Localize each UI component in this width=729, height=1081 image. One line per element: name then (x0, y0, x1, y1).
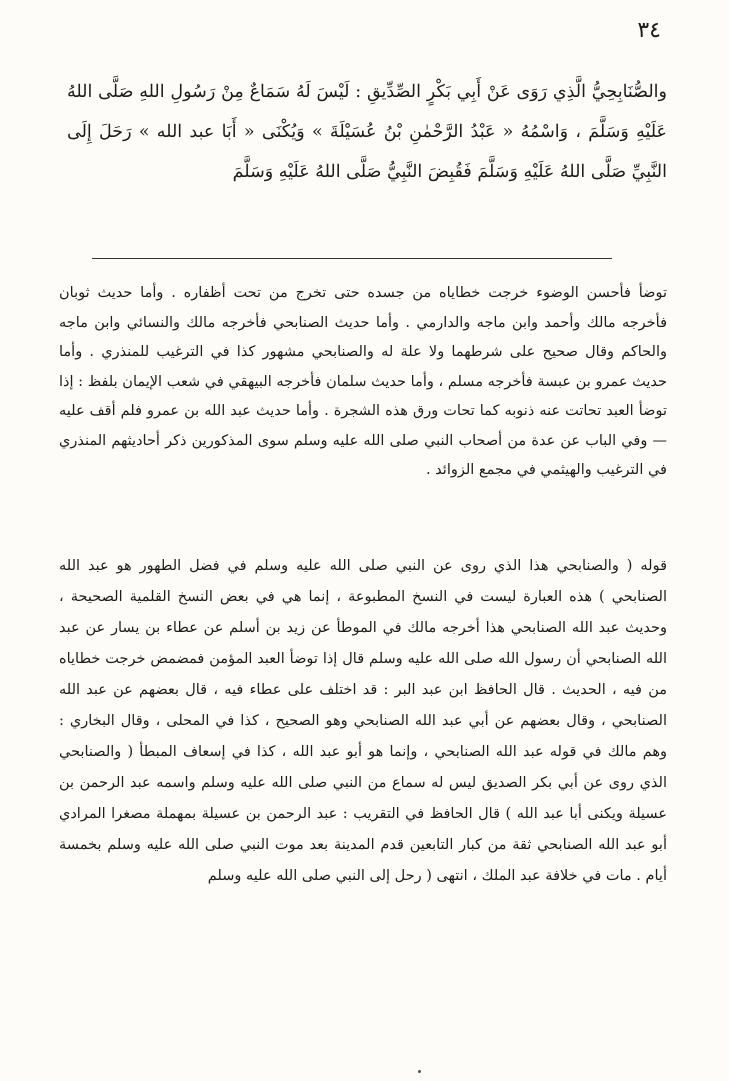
main-text-paragraph: والصُّنَابِحِيُّ الَّذِي رَوَى عَنْ أَبِي بَكْرٍ الصِّدِّيقِ : لَيْسَ لَهُ سَمَاعٌ مِنْ رَسُولِ اللهِ صَلَّى اللهُ عَلَيْهِ وَسَلَّمَ ، وَاسْمُهُ « عَبْدُ الرَّحْمٰنِ بْنُ عُسَيْلَةَ » وَيُكْنَى « أَبَا عبد الله » رَحَلَ إِلَى النَّبِيِّ صَلَّى اللهُ عَلَيْهِ وَسَلَّمَ فَقُبِضَ النَّبِيُّ صَلَّى اللهُ عَلَيْهِ وَسَلَّمَ (67, 82, 667, 182)
footnote-divider (92, 258, 612, 259)
commentary-paragraph-2: قوله ( والصنابحي هذا الذي روى عن النبي صلى الله عليه وسلم في فضل الطهور هو عبد الله الصنابحي ) هذه العبارة ليست في النسخ المطبوعة ، إنما هي في بعض النسخ القلمية الصحيحة ، وحديث عبد الله الصنابحي هذا أخرجه مالك في الموطأ عن زيد بن أسلم عن عطاء بن يسار عن عبد الله الصنابحي أن رسول الله صلى الله عليه وسلم قال إذا توضأ العبد المؤمن فمضمض خرجت خطاياه من فيه ، الحديث . قال الحافظ ابن عبد البر : قد اختلف على عطاء فيه ، قال بعضهم عن عبد الله الصنابحي ، وقال بعضهم عن أبي عبد الله الصنابحي وهو الصحيح ، كذا في المحلى ، وقال البخاري : وهم مالك في قوله عبد الله الصنابحي ، وإنما هو أبو عبد الله ، كذا في إسعاف المبطأ ( والصنابحي الذي روى عن أبي بكر الصديق ليس له سماع من النبي صلى الله عليه وسلم واسمه عبد الرحمن بن عسيلة ويكنى أبا عبد الله ) قال الحافظ في التقريب : عبد الرحمن بن عسيلة بمهملة مصغرا المرادي أبو عبد الله الصنابحي ثقة من كبار التابعين قدم المدينة بعد موت النبي صلى الله عليه وسلم بخمسة أيام . مات في خلافة عبد الملك ، انتهى ( رحل إلى النبي صلى الله عليه وسلم (59, 558, 667, 884)
commentary-paragraph-1: توضأ فأحسن الوضوء خرجت خطاياه من جسده حتى تخرج من تحت أظفاره . وأما حديث ثوبان فأخرجه مالك وأحمد وابن ماجه والدارمي . وأما حديث الصنابحي فأخرجه مالك والنسائي وابن ماجه والحاكم وقال صحيح على شرطهما ولا علة له والصنابحي مشهور كذا في الترغيب للمنذري . وأما حديث عمرو بن عبسة فأخرجه مسلم ، وأما حديث سلمان فأخرجه البيهقي في شعب الإيمان بلفظ : إذا توضأ العبد تحاتت عنه ذنوبه كما تحات ورق هذه الشجرة . وأما حديث عبد الله بن عمرو فلم أقف عليه — وفي الباب عن عدة من أصحاب النبي صلى الله عليه وسلم سوى المذكورين ذكر أحاديثهم المنذري في الترغيب والهيثمي في مجمع الزوائد . (59, 285, 667, 478)
page-number: ٣٤ (637, 18, 661, 43)
page-bottom-mark (418, 1070, 421, 1073)
